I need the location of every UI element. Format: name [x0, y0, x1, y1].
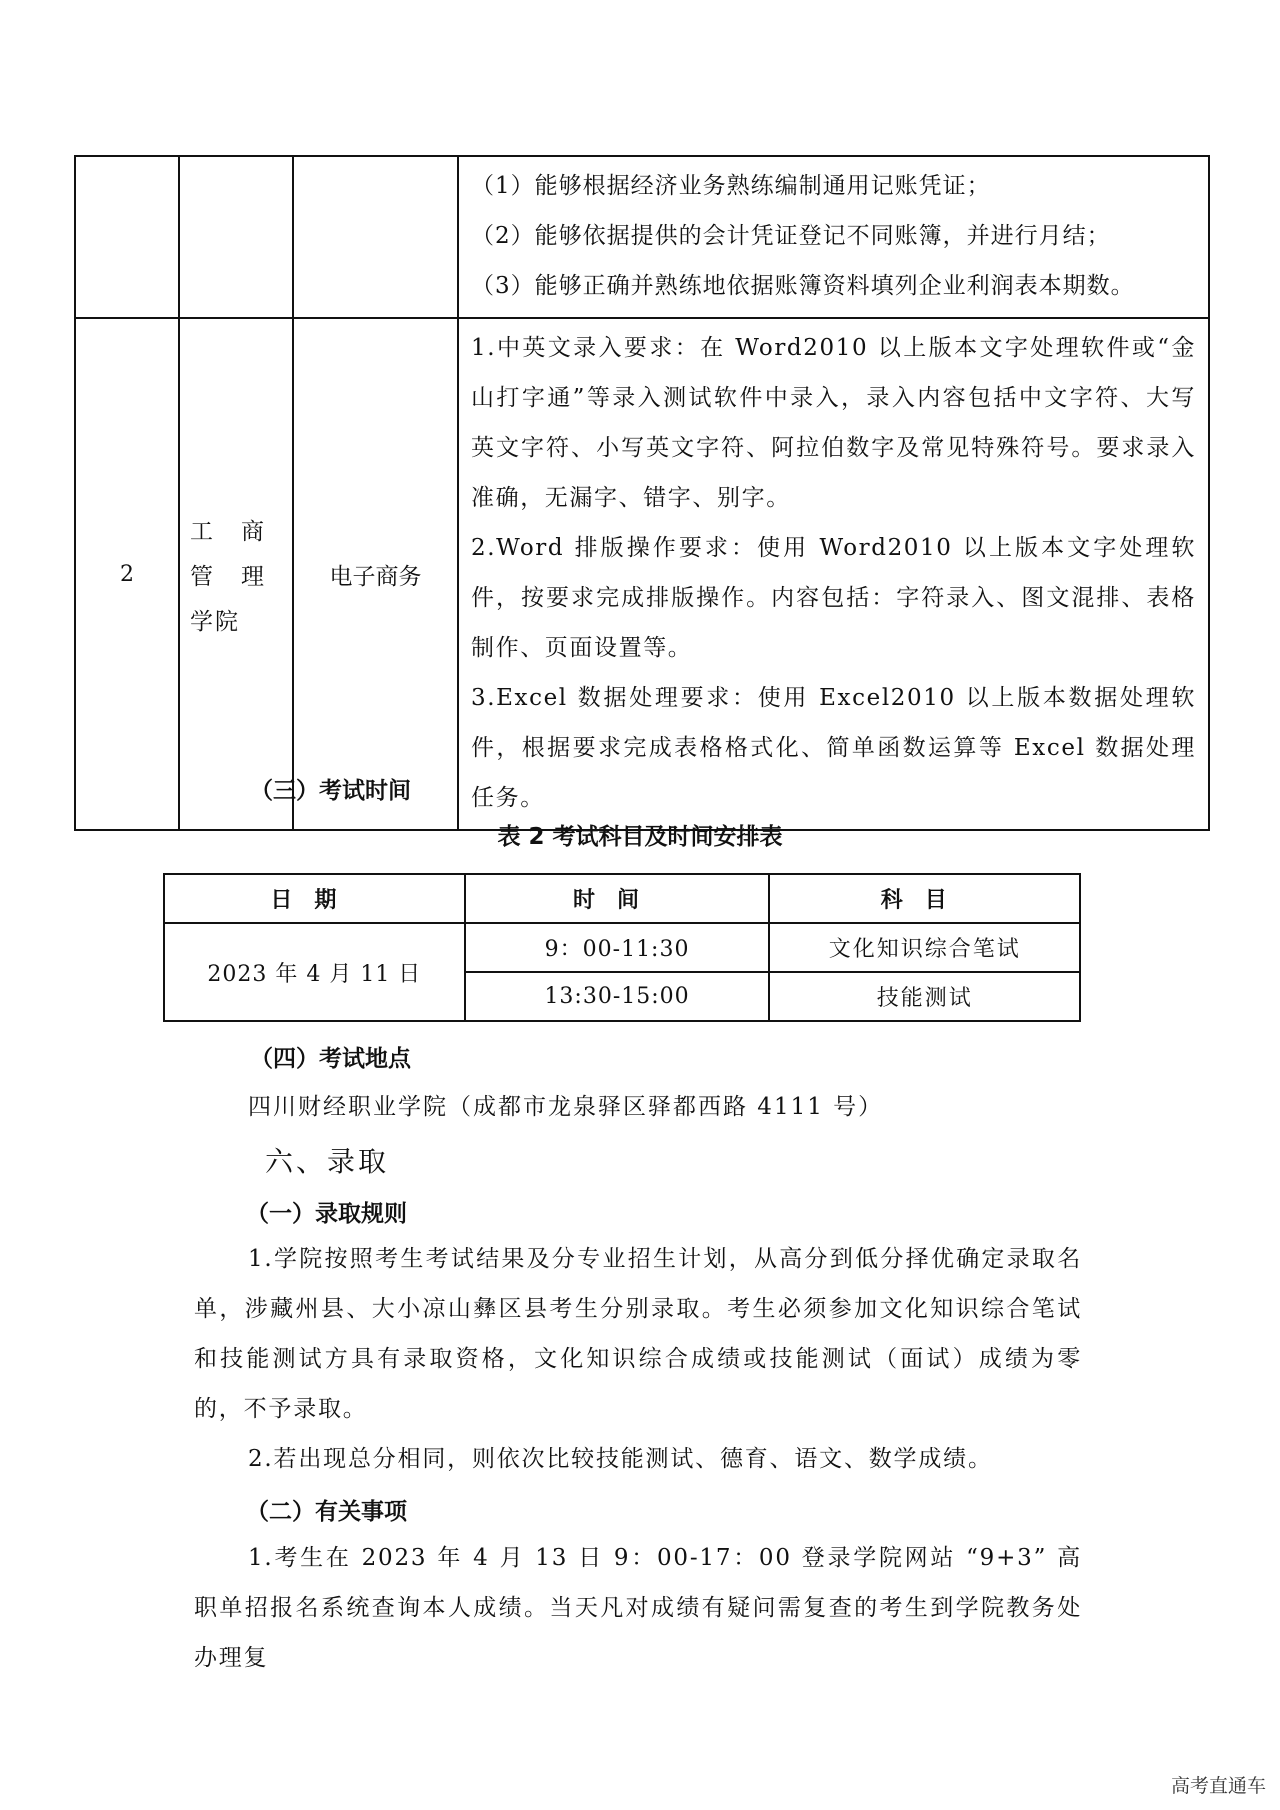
exam-place-text: 四川财经职业学院（成都市龙泉驿区驿都西路 4111 号） — [248, 1094, 884, 1120]
section-heading-exam-time: （三）考试时间 — [250, 778, 411, 804]
major-cell — [293, 156, 458, 318]
watermark-text: 高考直通车 — [1170, 1775, 1266, 1797]
major-requirements-table — [74, 155, 1210, 831]
time-cell: 13:30-15:00 — [465, 972, 770, 1021]
college-cell — [179, 318, 293, 830]
matter-paragraph-1: 1.考生在 2023 年 4 月 13 日 9：00-17：00 登录学院网站 “9+3” 高职单招报名系统查询本人成绩。当天凡对成绩有疑问需复查的考生到学院教务处办理复 — [194, 1545, 1082, 1671]
requirement-line: （1）能够根据经济业务熟练编制通用记账凭证； — [471, 173, 991, 199]
row-number-cell — [75, 156, 179, 318]
requirement-paragraph: 1.中英文录入要求：在 Word2010 以上版本文字处理软件或“金山打字通”等录入测试软件中录入，录入内容包括中文字符、大写英文字符、小写英文字符、阿拉伯数字及常见特殊符号。要求录入准确，无漏字、错字、别字。 — [471, 335, 1196, 511]
header-subject: 科目 — [769, 874, 1080, 923]
section-heading-exam-place: （四）考试地点 — [250, 1046, 411, 1072]
requirement-paragraph: 2.Word 排版操作要求：使用 Word2010 以上版本文字处理软件，按要求完成排版操作。内容包括：字符录入、图文混排、表格制作、页面设置等。 — [471, 535, 1196, 661]
college-name-line: 管理 — [190, 563, 292, 590]
major-cell: 电子商务 — [293, 318, 458, 830]
requirements-cell — [458, 318, 1209, 830]
rule-paragraph-1: 1.学院按照考生考试结果及分专业招生计划，从高分到低分择优确定录取名单，涉藏州县、大小凉山彝区县考生分别录取。考生必须参加文化知识综合笔试和技能测试方具有录取资格，文化知识综合成绩或技能测试（面试）成绩为零的，不予录取。 — [194, 1246, 1082, 1422]
requirements-cell — [458, 156, 1209, 318]
header-date: 日期 — [164, 874, 465, 923]
header-time: 时间 — [465, 874, 770, 923]
college-name-line: 工商 — [190, 518, 292, 545]
requirement-paragraph: 3.Excel 数据处理要求：使用 Excel2010 以上版本数据处理软件，根据要求完成表格格式化、简单函数运算等 Excel 数据处理任务。 — [471, 685, 1196, 811]
table-header-row — [164, 874, 1080, 923]
subject-cell: 文化知识综合笔试 — [769, 923, 1080, 972]
section-heading-matters: （二）有关事项 — [246, 1499, 407, 1525]
section-heading-admission: 六、录取 — [265, 1145, 390, 1178]
subject-cell: 技能测试 — [769, 972, 1080, 1021]
college-name-line: 学院 — [190, 608, 240, 635]
table-row — [75, 156, 1209, 318]
section-heading-rules: （一）录取规则 — [246, 1201, 407, 1227]
time-cell: 9：00-11:30 — [465, 923, 770, 972]
requirement-line: （3）能够正确并熟练地依据账簿资料填列企业利润表本期数。 — [471, 273, 1135, 299]
row-number-cell: 2 — [75, 318, 179, 830]
exam-schedule-table — [163, 873, 1081, 1022]
table2-caption: 表 2 考试科目及时间安排表 — [497, 824, 783, 850]
requirement-line: （2）能够依据提供的会计凭证登记不同账簿，并进行月结； — [471, 223, 1111, 249]
date-cell: 2023 年 4 月 11 日 — [164, 923, 465, 1021]
table-row — [164, 923, 1080, 972]
table-row — [75, 318, 1209, 830]
rule-paragraph-2: 2.若出现总分相同，则依次比较技能测试、德育、语文、数学成绩。 — [248, 1446, 993, 1472]
college-cell — [179, 156, 293, 318]
